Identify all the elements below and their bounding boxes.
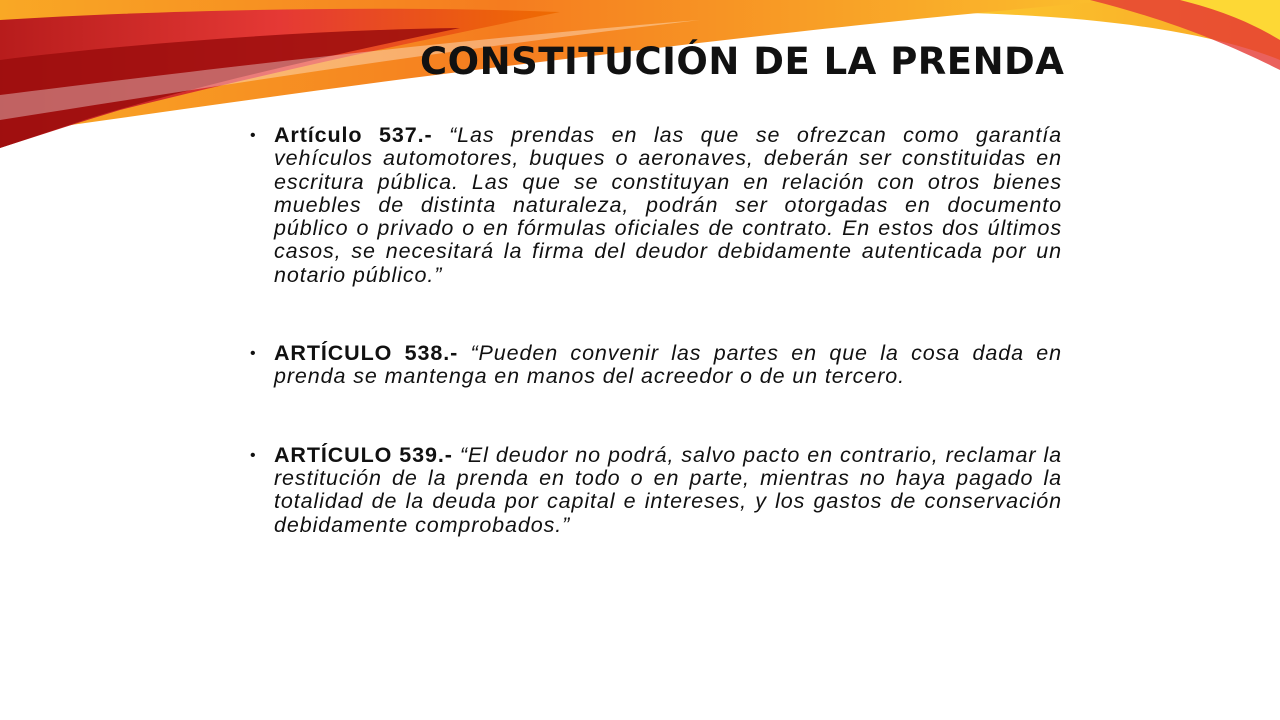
article-list [248,124,1062,537]
bullet-icon: • [250,127,257,144]
article-539-text: “El deudor no podrá, salvo pacto en contrario, reclamar la restitución de la prenda en todo o en parte, mientras no haya pagado la totalidad de la deuda por capital e intereses, y los gastos de conservación debidamente comprobados.” [274,442,1062,537]
article-538-heading: ARTÍCULO 538.- [274,341,471,366]
slide-title: CONSTITUCIÓN DE LA PRENDA [420,40,1065,83]
article-538-text: “Pueden convenir las partes en que la cosa dada en prenda se mantenga en manos del acreedor o de un tercero. [274,341,1062,389]
article-539-heading: ARTÍCULO 539.- [274,442,460,467]
bullet-icon: • [250,345,257,363]
article-537 [248,124,1062,287]
bullet-icon: • [250,446,257,464]
article-537-heading: Artículo 537.- [274,123,450,147]
article-537-text: “Las prendas en las que se ofrezcan como garantía vehículos automotores, buques o aeronaves, deberán ser constituidas en escritura pública. Las que se constituyan en relación con otros bienes muebles de distinta naturaleza, podrán ser otorgadas en documento público o privado o en fórmulas oficiales de contrato. En estos dos últimos casos, se necesitará la firma del deudor debidamente autenticada por un notario público.” [274,123,1062,287]
article-538 [248,342,1062,389]
article-539 [248,444,1062,537]
